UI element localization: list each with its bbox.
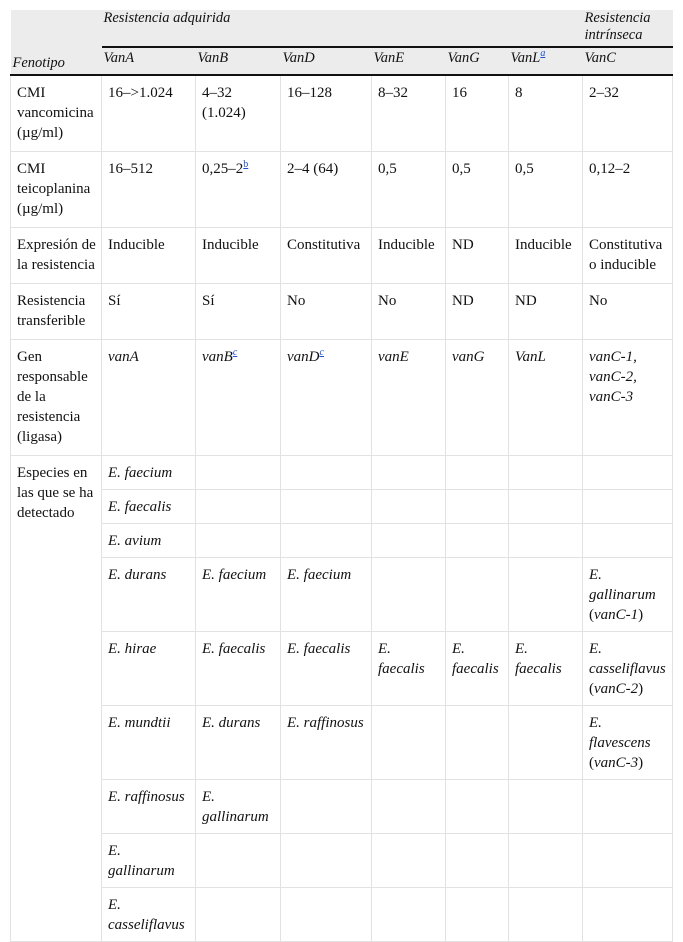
table-row-species	[11, 558, 673, 632]
table-cell	[446, 490, 509, 524]
table-cell: E. gallinarum	[102, 834, 196, 888]
table-cell	[372, 524, 446, 558]
table-cell: Constitutiva	[281, 228, 372, 284]
table-cell: E. avium	[102, 524, 196, 558]
table-cell: 2–4 (64)	[281, 152, 372, 228]
table-cell: vanE	[372, 340, 446, 456]
header-vang: VanG	[446, 47, 509, 75]
table-cell	[372, 558, 446, 632]
table-cell	[372, 888, 446, 942]
table-cell	[446, 558, 509, 632]
table-cell: vanA	[102, 340, 196, 456]
row-label: Expresión de la resistencia	[11, 228, 102, 284]
table-cell	[583, 456, 673, 490]
table-row-species	[11, 780, 673, 834]
table-cell: 0,5	[372, 152, 446, 228]
table-cell	[372, 780, 446, 834]
table-cell: Inducible	[196, 228, 281, 284]
table-cell: Inducible	[102, 228, 196, 284]
header-acquired-resistance: Resistencia adquirida	[102, 10, 583, 47]
table-cell: VanL	[509, 340, 583, 456]
table-cell: Inducible	[372, 228, 446, 284]
table-cell: E. faecium	[281, 558, 372, 632]
table-row-species	[11, 706, 673, 780]
table-cell: ND	[509, 284, 583, 340]
table-container	[10, 10, 672, 942]
table-cell: E. faecalis	[102, 490, 196, 524]
footnote-c-link[interactable]: c	[319, 347, 324, 358]
table-cell	[446, 834, 509, 888]
table-row-gen	[11, 340, 673, 456]
header-vanc: VanC	[583, 47, 673, 75]
table-cell	[281, 834, 372, 888]
table-cell	[372, 706, 446, 780]
table-cell: E. raffinosus	[102, 780, 196, 834]
table-cell: 0,5	[509, 152, 583, 228]
table-cell: E. faecalis	[196, 632, 281, 706]
table-cell: 0,12–2	[583, 152, 673, 228]
table-cell: vanC-1, vanC-2, vanC-3	[583, 340, 673, 456]
table-cell	[509, 834, 583, 888]
table-cell	[446, 456, 509, 490]
table-cell: vanG	[446, 340, 509, 456]
header-intrinsic-resistance: Resistencia intrínseca	[583, 10, 673, 47]
table-cell: Inducible	[509, 228, 583, 284]
row-label: CMI teicoplanina (µg/ml)	[11, 152, 102, 228]
table-cell: vanD$^c$	[281, 340, 372, 456]
table-cell	[583, 888, 673, 942]
table-cell: E. casseliflavus (vanC-2)	[583, 632, 673, 706]
header-vanb: VanB	[196, 47, 281, 75]
table-cell	[509, 888, 583, 942]
table-cell	[509, 524, 583, 558]
table-cell	[583, 834, 673, 888]
table-cell	[196, 524, 281, 558]
table-cell: Sí	[196, 284, 281, 340]
table-cell	[372, 456, 446, 490]
table-cell	[583, 490, 673, 524]
table-cell	[446, 888, 509, 942]
table-row-species	[11, 456, 673, 490]
table-cell	[446, 780, 509, 834]
table-cell: ND	[446, 228, 509, 284]
table-cell	[196, 490, 281, 524]
table-row-transferible	[11, 284, 673, 340]
table-cell: E. faecalis	[281, 632, 372, 706]
table-cell	[196, 456, 281, 490]
table-cell	[281, 780, 372, 834]
table-body	[11, 75, 673, 942]
header-vanl: VanL$^a$	[509, 47, 583, 75]
table-cell	[509, 558, 583, 632]
footnote-b-link[interactable]: b	[243, 159, 249, 170]
table-cell: 2–32	[583, 75, 673, 152]
table-cell: No	[583, 284, 673, 340]
table-row-species	[11, 834, 673, 888]
resistance-phenotype-table	[10, 10, 673, 942]
table-cell: No	[372, 284, 446, 340]
footnote-c-link[interactable]: c	[232, 347, 238, 358]
table-cell	[372, 834, 446, 888]
table-cell: E. hirae	[102, 632, 196, 706]
header-vana: VanA	[102, 47, 196, 75]
table-cell: E. durans	[102, 558, 196, 632]
table-cell	[583, 524, 673, 558]
table-cell: ND	[446, 284, 509, 340]
table-cell: 0,5	[446, 152, 509, 228]
table-cell: E. raffinosus	[281, 706, 372, 780]
row-label: Gen responsable de la resistencia (ligasa)	[11, 340, 102, 456]
table-cell: E. faecalis	[509, 632, 583, 706]
table-cell	[583, 780, 673, 834]
row-label: Especies en las que se ha detectado	[11, 456, 102, 942]
table-cell: E. gallinarum	[196, 780, 281, 834]
table-cell	[196, 888, 281, 942]
table-cell: E. casseliflavus	[102, 888, 196, 942]
table-cell: 8–32	[372, 75, 446, 152]
table-cell	[281, 456, 372, 490]
header-fenotipo: Fenotipo	[11, 10, 102, 75]
table-cell: 16–>1.024	[102, 75, 196, 152]
table-cell	[372, 490, 446, 524]
table-cell	[509, 490, 583, 524]
table-cell: 16	[446, 75, 509, 152]
table-cell: E. gallinarum (vanC-1)	[583, 558, 673, 632]
table-row-species	[11, 490, 673, 524]
table-row-expresion	[11, 228, 673, 284]
table-cell: vanB$^c$	[196, 340, 281, 456]
table-cell: 16–512	[102, 152, 196, 228]
header-vane: VanE	[372, 47, 446, 75]
table-cell: E. faecium	[196, 558, 281, 632]
table-row-species	[11, 888, 673, 942]
table-cell	[281, 490, 372, 524]
table-cell	[446, 524, 509, 558]
table-cell	[281, 524, 372, 558]
table-cell	[509, 706, 583, 780]
table-row-cmi-vancomicina	[11, 75, 673, 152]
header-vand: VanD	[281, 47, 372, 75]
table-header	[11, 10, 673, 75]
table-cell: Sí	[102, 284, 196, 340]
table-cell: E. mundtii	[102, 706, 196, 780]
table-row-species	[11, 524, 673, 558]
table-row-cmi-teicoplanina	[11, 152, 673, 228]
table-cell: E. faecalis	[446, 632, 509, 706]
table-cell: 4–32 (1.024)	[196, 75, 281, 152]
table-cell: E. faecalis	[372, 632, 446, 706]
table-cell	[446, 706, 509, 780]
table-cell	[196, 834, 281, 888]
table-cell: 0,25–2$^b$	[196, 152, 281, 228]
table-cell: E. durans	[196, 706, 281, 780]
table-cell	[281, 888, 372, 942]
table-cell: 16–128	[281, 75, 372, 152]
table-cell: E. flavescens (vanC-3)	[583, 706, 673, 780]
table-cell: No	[281, 284, 372, 340]
row-label: CMI vancomicina (µg/ml)	[11, 75, 102, 152]
table-cell: E. faecium	[102, 456, 196, 490]
table-row-species	[11, 632, 673, 706]
table-cell: 8	[509, 75, 583, 152]
footnote-a-link[interactable]: a	[540, 48, 546, 60]
table-cell	[509, 780, 583, 834]
row-label: Resistencia transferible	[11, 284, 102, 340]
table-cell	[509, 456, 583, 490]
table-cell: Constitutiva o inducible	[583, 228, 673, 284]
